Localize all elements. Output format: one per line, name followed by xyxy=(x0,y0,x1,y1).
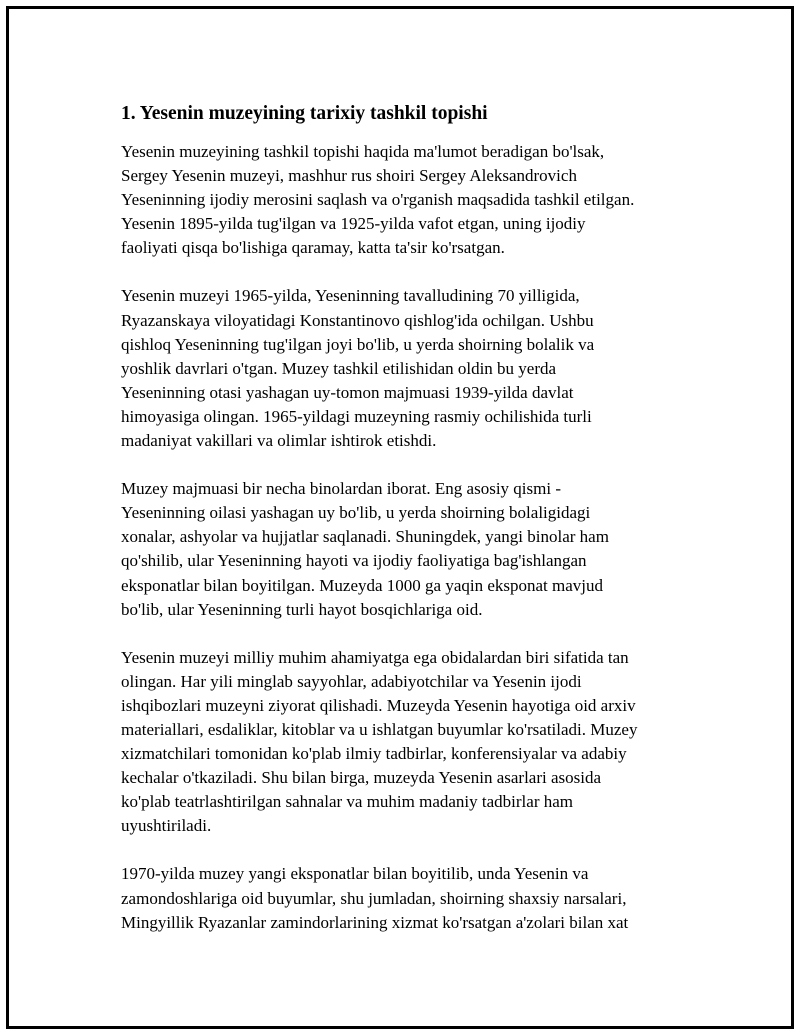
text-line: Yesenin muzeyi milliy muhim ahamiyatga ega obidalardan biri sifatida tan xyxy=(121,647,629,667)
text-line: Yesenin muzeyi 1965-yilda, Yeseninning tavalludining 70 yilligida, xyxy=(121,286,580,306)
text-line: ko'plab teatrlashtirilgan sahnalar va muhim madaniy tadbirlar ham xyxy=(121,792,574,812)
text-line: 1970-yilda muzey yangi eksponatlar bilan boyitilib, unda Yesenin va xyxy=(121,864,589,884)
text-line: Yeseninning ijodiy merosini saqlash va o'rganish maqsadida tashkil etilgan. xyxy=(121,190,635,210)
text-line: xizmatchilari tomonidan ko'plab ilmiy tadbirlar, konferensiyalar va adabiy xyxy=(121,744,627,764)
text-line: Yeseninning oilasi yashagan uy bo'lib, u yerda shoirning bolaligidagi xyxy=(121,503,591,523)
text-line: eksponatlar bilan boyitilgan. Muzeyda 1000 ga yaqin eksponat mavjud xyxy=(121,575,604,595)
text-line: olingan. Har yili minglab sayyohlar, adabiyotchilar va Yesenin ijodi xyxy=(121,671,582,691)
paragraph-3 xyxy=(121,477,691,622)
paragraph-2 xyxy=(121,284,691,453)
text-line: Sergey Yesenin muzeyi, mashhur rus shoiri Sergey Aleksandrovich xyxy=(121,166,577,186)
paragraph-4 xyxy=(121,646,691,839)
text-line: zamondoshlariga oid buyumlar, shu jumladan, shoirning shaxsiy narsalari, xyxy=(121,888,627,908)
text-line: ishqibozlari muzeyni ziyorat qilishadi. Muzeyda Yesenin hayotiga oid arxiv xyxy=(121,695,636,715)
text-line: qo'shilib, ular Yeseninning hayoti va ijodiy faoliyatiga bag'ishlangan xyxy=(121,551,587,571)
text-line: qishloq Yeseninning tug'ilgan joyi bo'lib, u yerda shoirning bolalik va xyxy=(121,334,595,354)
text-line: xonalar, ashyolar va hujjatlar saqlanadi. Shuningdek, yangi binolar ham xyxy=(121,527,609,547)
text-line: Yesenin 1895-yilda tug'ilgan va 1925-yilda vafot etgan, uning ijodiy xyxy=(121,214,586,234)
text-line: Ryazanskaya viloyatidagi Konstantinovo qishlog'ida ochilgan. Ushbu xyxy=(121,310,594,330)
text-line: Mingyillik Ryazanlar zamindorlarining xizmat ko'rsatgan a'zolari bilan xat xyxy=(121,912,629,932)
text-line: madaniyat vakillari va olimlar ishtirok etishdi. xyxy=(121,431,437,451)
text-line: materiallari, esdaliklar, kitoblar va u ishlatgan buyumlar ko'rsatiladi. Muzey xyxy=(121,719,638,739)
page-border xyxy=(6,6,794,1029)
text-line: himoyasiga olingan. 1965-yildagi muzeyning rasmiy ochilishida turli xyxy=(121,406,592,426)
text-line: Yesenin muzeyining tashkil topishi haqida ma'lumot beradigan bo'lsak, xyxy=(121,142,605,161)
document-body xyxy=(121,101,691,959)
text-line: Muzey majmuasi bir necha binolardan iborat. Eng asosiy qismi - xyxy=(121,479,562,499)
section-heading: 1. Yesenin muzeyining tarixiy tashkil topishi xyxy=(121,103,488,124)
text-line: kechalar o'tkaziladi. Shu bilan birga, muzeyda Yesenin asarlari asosida xyxy=(121,768,602,788)
paragraph-5 xyxy=(121,862,691,934)
text-line: faoliyati qisqa bo'lishiga qaramay, katta ta'sir ko'rsatgan. xyxy=(121,238,505,258)
text-line: Yeseninning otasi yashagan uy-tomon majmuasi 1939-yilda davlat xyxy=(121,382,574,402)
text-line: uyushtiriladi. xyxy=(121,816,212,836)
text-line: yoshlik davrlari o'tgan. Muzey tashkil etilishidan oldin bu yerda xyxy=(121,358,557,378)
paragraph-1 xyxy=(121,140,691,260)
text-line: bo'lib, ular Yeseninning turli hayot bosqichlariga oid. xyxy=(121,599,483,619)
